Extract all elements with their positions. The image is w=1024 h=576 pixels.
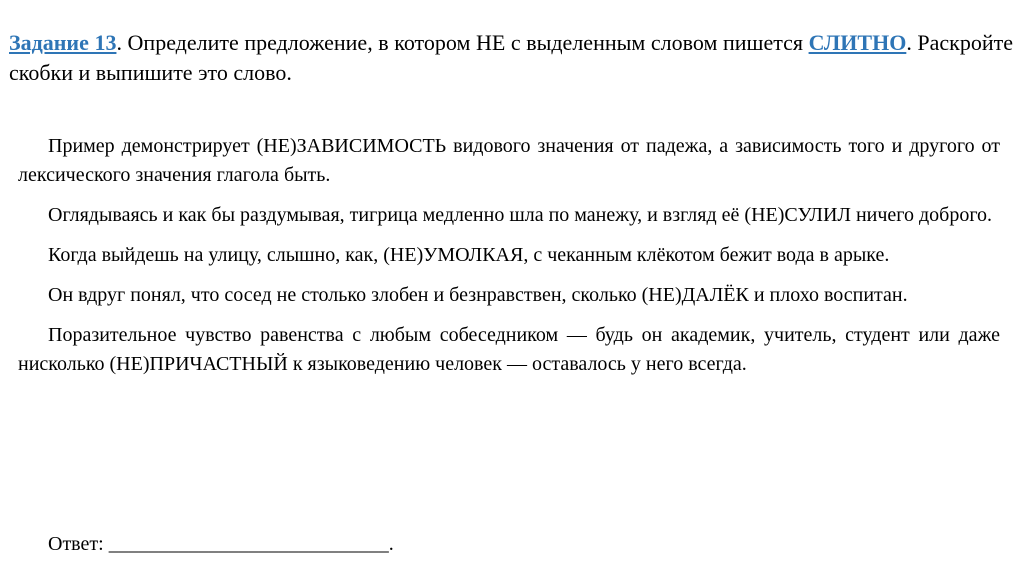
sentence-3: Когда выйдешь на улицу, слышно, как, (НЕ)УМОЛКАЯ, с чеканным клёкотом бежит вода в арыке. [48,244,890,266]
task-text-part-2: . Раскройте скобки и выпишите это слово. [9,30,1014,85]
task-text-part-1: . Определите предложение, в котором НЕ с выделенным словом пишется [116,30,809,55]
sentence-4: Он вдруг понял, что сосед не столько злобен и безнравствен, сколько (НЕ)ДАЛЁК и плохо воспитан. [48,284,908,306]
sentence-list [18,132,1000,390]
answer-label: Ответ: [48,533,104,555]
answer-line [48,530,394,558]
task-number-link[interactable]: Задание 13 [9,30,117,55]
sentence-5: Поразительное чувство равенства с любым собеседником — будь он академик, учитель, студент или даже нисколько (НЕ)ПРИЧАСТНЫЙ к языковедению человек — оставалось у него всегда. [18,324,1000,375]
sentence-1: Пример демонстрирует (НЕ)ЗАВИСИМОСТЬ видового значения от падежа, а зависимость того и другого от лексического значения глагола быть. [18,135,1000,186]
sentence-2: Оглядываясь и как бы раздумывая, тигрица медленно шла по манежу, и взгляд её (НЕ)СУЛИЛ ничего доброго. [48,204,993,226]
task-instruction [9,28,1013,88]
keyword-link[interactable]: СЛИТНО [808,30,907,55]
answer-blank[interactable]: ____________________________. [108,533,394,555]
